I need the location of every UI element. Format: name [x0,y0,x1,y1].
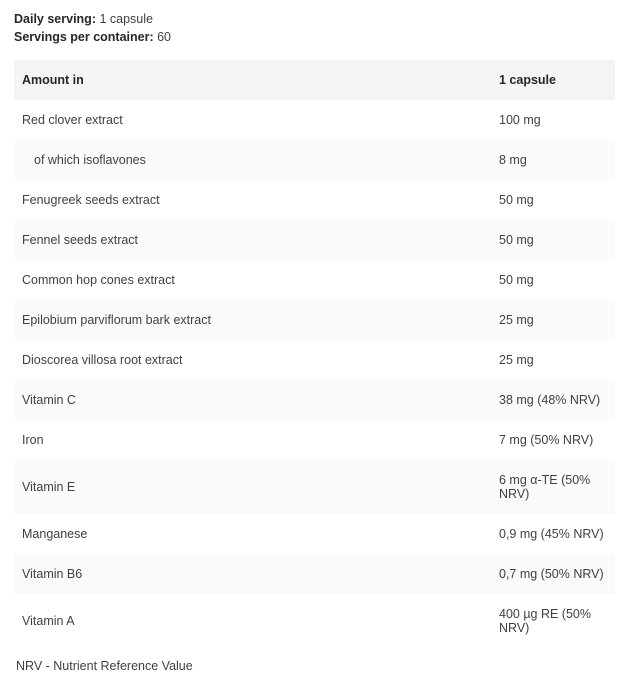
ingredient-amount: 100 mg [489,100,615,140]
ingredient-amount: 7 mg (50% NRV) [489,420,615,460]
ingredient-amount: 50 mg [489,220,615,260]
ingredient-amount: 0,9 mg (45% NRV) [489,514,615,554]
table-row [14,340,615,380]
table-row [14,380,615,420]
ingredient-name: Vitamin E [14,460,489,514]
ingredient-name: Vitamin A [14,594,489,648]
table-row [14,594,615,648]
table-row [14,460,615,514]
table-body [14,100,615,648]
table-row [14,300,615,340]
ingredient-name: Dioscorea villosa root extract [14,340,489,380]
ingredient-amount: 50 mg [489,180,615,220]
table-row [14,140,615,180]
ingredient-amount: 6 mg α-TE (50% NRV) [489,460,615,514]
column-header-serving: 1 capsule [489,60,615,100]
daily-serving-label: Daily serving: [14,12,96,26]
serving-info [14,10,615,46]
daily-serving-line [14,10,615,28]
nrv-footnote: NRV - Nutrient Reference Value [16,659,193,673]
daily-serving-value: 1 capsule [99,12,153,26]
table-row [14,260,615,300]
table-row [14,514,615,554]
servings-per-container-line [14,28,615,46]
column-header-amount-in: Amount in [14,60,489,100]
ingredient-name: Vitamin C [14,380,489,420]
ingredient-name: of which isoflavones [14,140,489,180]
ingredient-name: Epilobium parviflorum bark extract [14,300,489,340]
ingredient-name: Red clover extract [14,100,489,140]
ingredients-table [14,60,615,648]
ingredient-name: Manganese [14,514,489,554]
ingredient-name: Fenugreek seeds extract [14,180,489,220]
ingredient-name: Common hop cones extract [14,260,489,300]
table-row [14,180,615,220]
ingredient-amount: 38 mg (48% NRV) [489,380,615,420]
table-row [14,554,615,594]
table-row [14,420,615,460]
ingredient-amount: 25 mg [489,300,615,340]
servings-per-container-value: 60 [157,30,172,44]
table-row [14,100,615,140]
ingredient-amount: 8 mg [489,140,615,180]
ingredient-amount: 25 mg [489,340,615,380]
ingredient-amount: 50 mg [489,260,615,300]
table-row [14,220,615,260]
ingredient-name: Vitamin B6 [14,554,489,594]
ingredient-amount: 400 µg RE (50% NRV) [489,594,615,648]
ingredient-name: Iron [14,420,489,460]
table-header-row [14,60,615,100]
servings-per-container-label: Servings per container: [14,30,154,44]
ingredient-name: Fennel seeds extract [14,220,489,260]
ingredient-amount: 0,7 mg (50% NRV) [489,554,615,594]
